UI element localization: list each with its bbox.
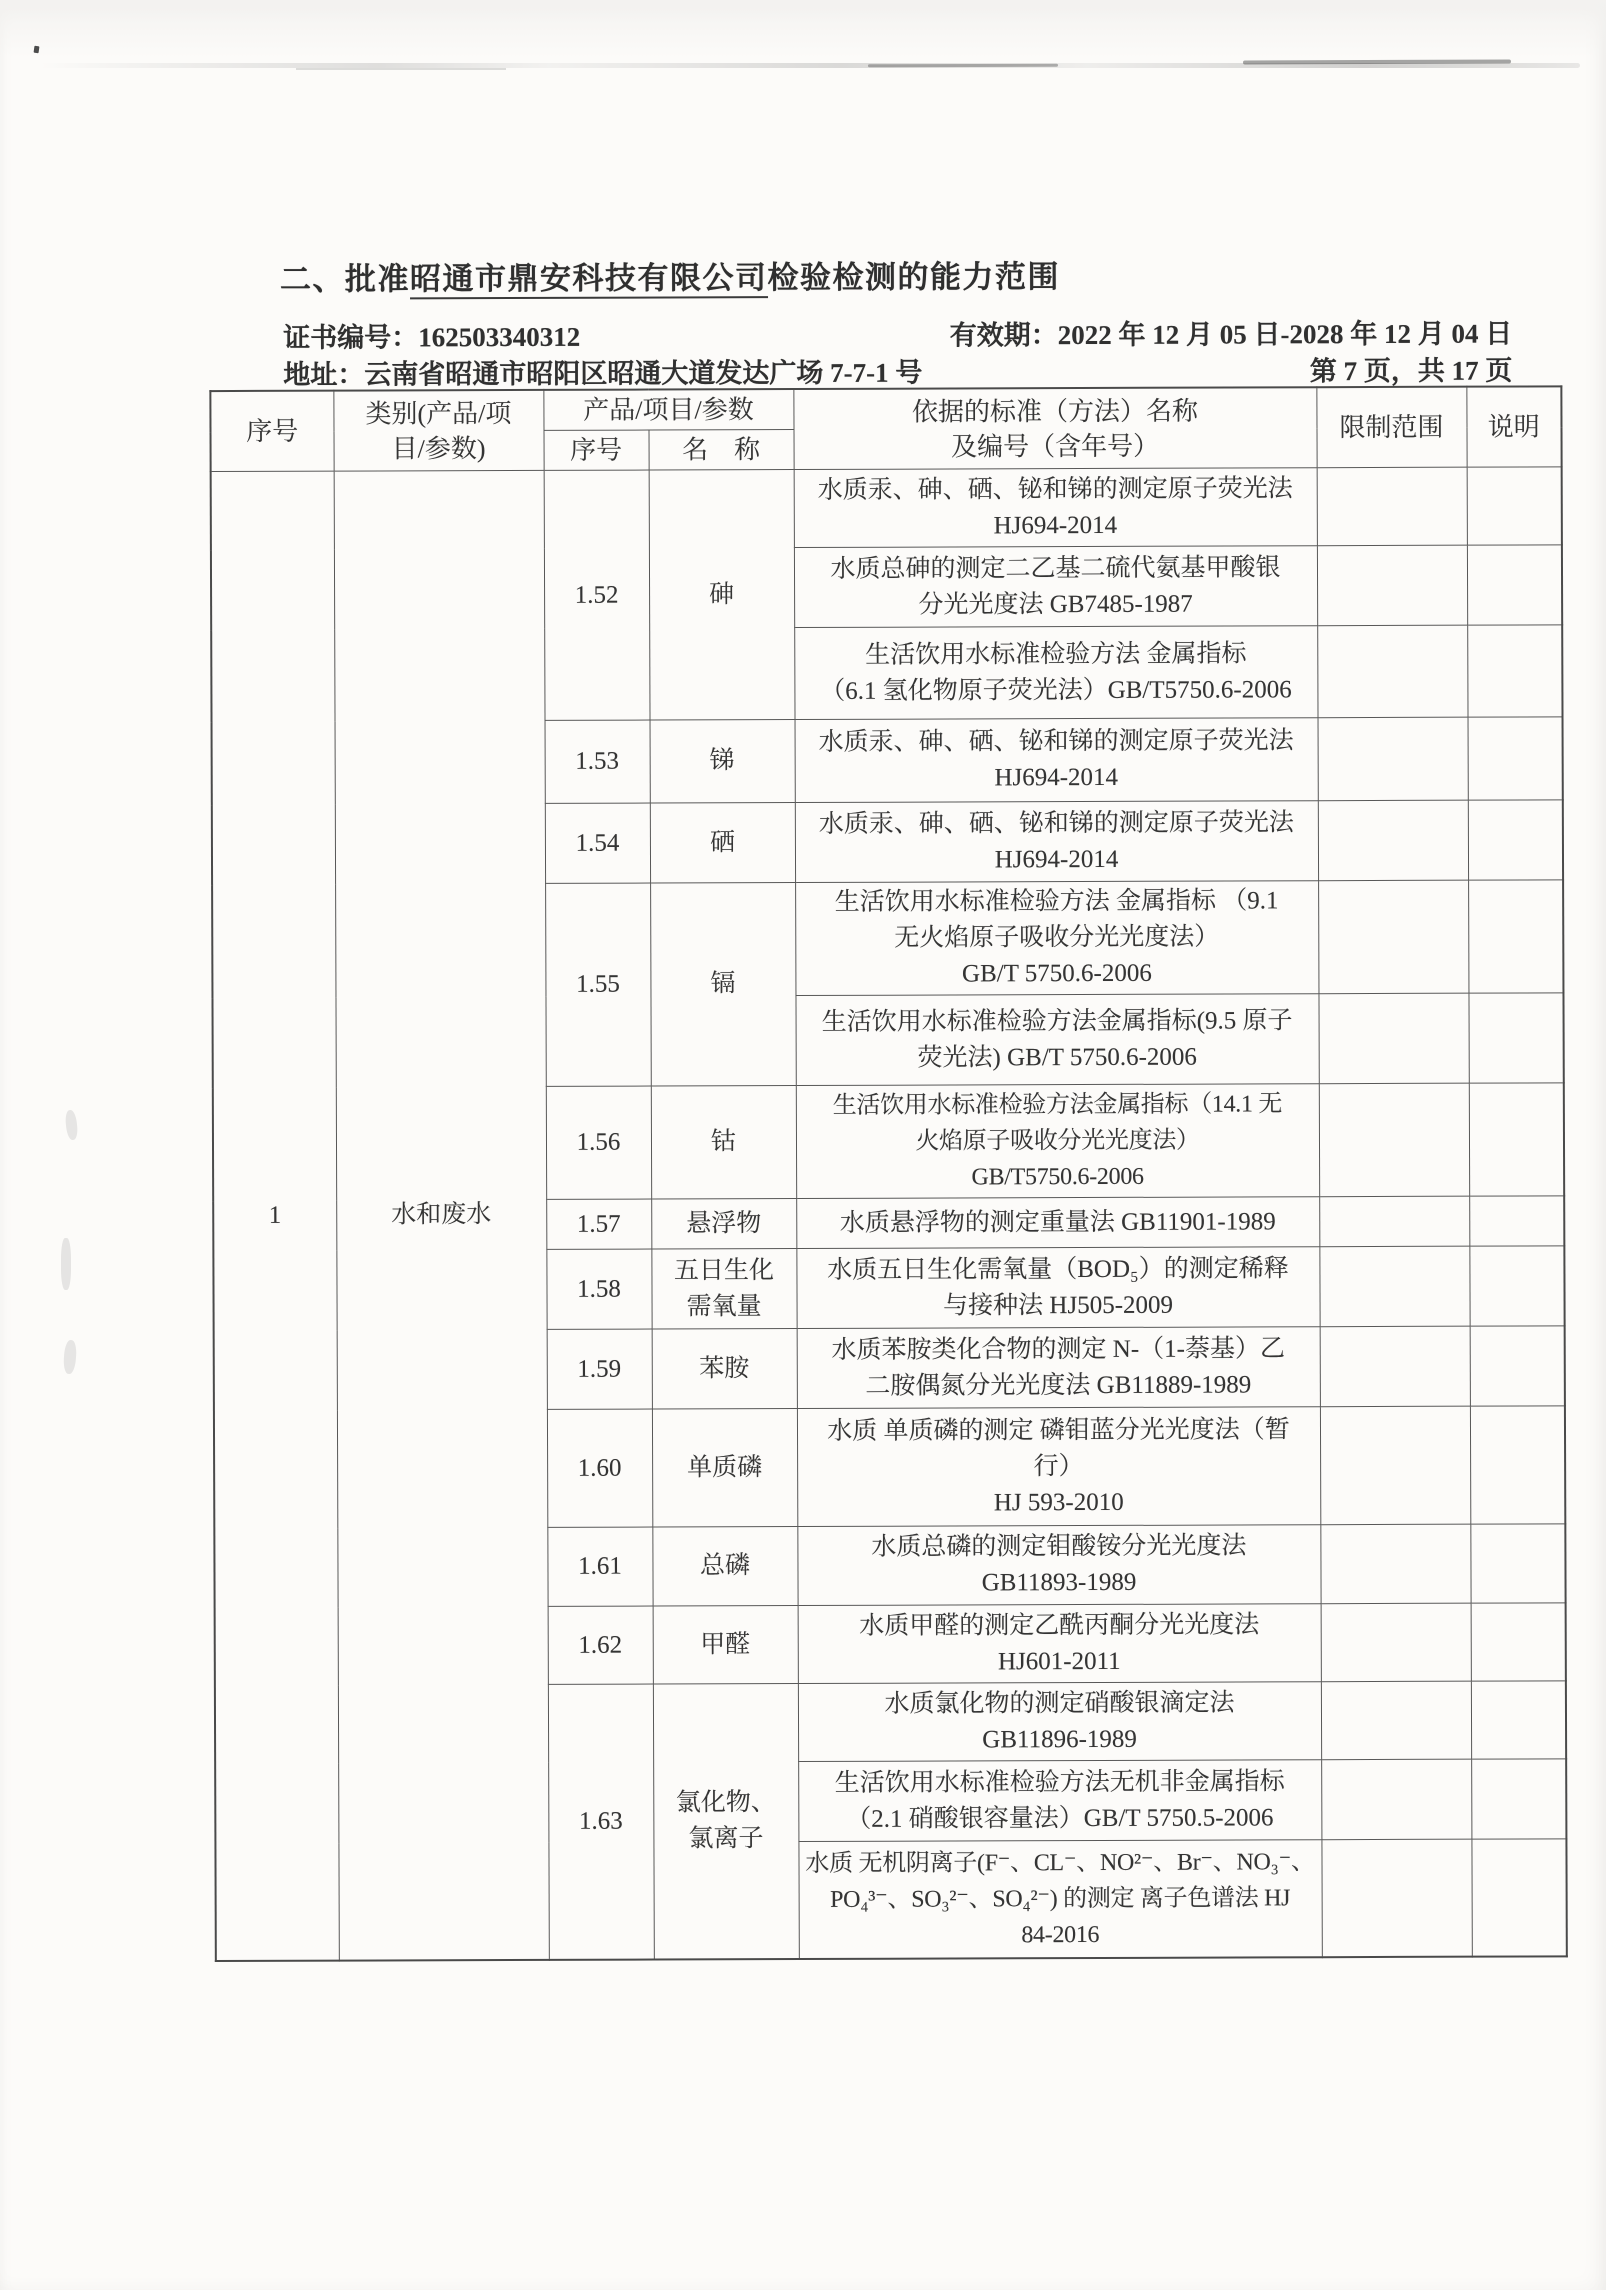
category-seq-cell: 1 [211,471,339,1960]
limit-cell [1321,1681,1471,1760]
header-product-group: 产品/项目/参数 [543,389,793,430]
limit-cell [1321,1759,1471,1840]
param-name-cell: 镉 [650,883,796,1087]
table-header-row [210,386,1561,431]
note-cell [1469,1246,1564,1326]
standard-cell: 水质 单质磷的测定 磷钼蓝分光光度法（暂 行） HJ 593-2010 [797,1407,1320,1527]
standard-cell: 水质悬浮物的测定重量法 GB11901-1989 [796,1197,1319,1249]
title-prefix: 二、批准 [279,261,411,297]
param-name-cell: 苯胺 [652,1329,797,1410]
param-no-cell: 1.62 [548,1606,653,1684]
param-no-cell: 1.63 [548,1684,654,1959]
table-header [210,386,1561,471]
header-category: 类别(产品/项 目/参数) [333,390,543,471]
note-cell [1468,717,1563,800]
standard-cell: 水质甲醛的测定乙酰丙酮分光光度法 HJ601-2011 [798,1604,1321,1684]
standard-cell: 水质 无机阴离子(F⁻、CL⁻、NO²⁻、Br⁻、NO₃⁻、 PO₄³⁻、SO₃²⁻、SO₄²⁻) 的测定 离子色谱法 HJ 84-2016 [798,1840,1321,1959]
param-no-cell: 1.58 [546,1249,651,1329]
limit-cell [1320,1524,1470,1604]
param-name-cell: 悬浮物 [651,1199,796,1250]
table-row [211,467,1562,550]
header-product-name: 名 称 [649,430,794,471]
limit-cell [1318,880,1468,994]
note-cell [1468,800,1563,880]
title-company-underlined: 昭通市鼎安科技有限公司 [410,260,768,299]
limit-cell [1318,993,1468,1084]
limit-cell [1319,1196,1469,1247]
header-limit: 限制范围 [1316,387,1466,468]
standard-cell: 生活饮用水标准检验方法 金属指标 （9.1 无火焰原子吸收分光光度法） GB/T 5750.6-2006 [795,881,1318,996]
note-cell [1471,1759,1566,1839]
note-cell [1471,1681,1566,1759]
standard-cell: 水质苯胺类化合物的测定 N-（1-萘基）乙 二胺偶氮分光光度法 GB11889-1989 [797,1327,1320,1409]
limit-cell [1317,545,1467,626]
param-no-cell: 1.52 [544,470,650,720]
limit-cell [1317,467,1467,546]
certificate-number: 证书编号：162503340312 [283,321,581,353]
note-cell [1470,1524,1565,1603]
page-title [280,251,1060,299]
address: 地址：云南省昭通市昭阳区昭通大道发达广场 7-7-1 号 [283,357,923,390]
param-name-cell: 氯化物、 氯离子 [653,1684,799,1960]
limit-cell [1321,1603,1471,1682]
note-cell [1470,1326,1565,1406]
standard-cell: 水质五日生化需氧量（BOD₅）的测定稀释 与接种法 HJ505-2009 [796,1247,1319,1329]
validity-period: 有效期：2022 年 12 月 05 日-2028 年 12 月 04 日 [949,318,1513,351]
limit-cell [1320,1326,1470,1407]
param-no-cell: 1.56 [546,1086,651,1199]
title-suffix: 检验检测的能力范围 [767,259,1061,296]
standard-cell: 生活饮用水标准检验方法无机非金属指标 （2.1 硝酸银容量法）GB/T 5750.5-2006 [798,1760,1321,1842]
standard-cell: 水质汞、砷、硒、铋和锑的测定原子荧光法 HJ694-2014 [795,718,1318,803]
param-no-cell: 1.55 [545,883,651,1086]
standard-cell: 生活饮用水标准检验方法金属指标(9.5 原子 荧光法) GB/T 5750.6-2006 [795,994,1318,1086]
note-cell [1467,467,1562,545]
table-body [211,467,1567,1961]
standard-cell: 水质总砷的测定二乙基二硫代氨基甲酸银 分光光度法 GB7485-1987 [794,546,1317,628]
capability-scope-table [209,385,1567,1961]
note-cell [1467,625,1562,717]
standard-cell: 水质汞、砷、硒、铋和锑的测定原子荧光法 HJ694-2014 [794,468,1317,548]
category-name-cell: 水和废水 [334,470,549,1960]
standard-cell: 生活饮用水标准检验方法 金属指标 （6.1 氢化物原子荧光法）GB/T5750.6-2006 [794,626,1317,720]
header-seq: 序号 [210,391,333,472]
limit-cell [1318,800,1468,881]
limit-cell [1320,1406,1470,1525]
note-cell [1471,1603,1566,1681]
limit-cell [1319,1246,1469,1327]
note-cell [1469,1083,1564,1196]
note-cell [1470,1406,1565,1524]
param-name-cell: 砷 [649,470,795,721]
page-info: 第 7 页，共 17 页 [1309,355,1513,387]
param-name-cell: 硒 [650,803,795,884]
param-name-cell: 锑 [650,720,795,804]
limit-cell [1318,717,1468,801]
param-no-cell: 1.57 [546,1199,651,1249]
standard-cell: 水质汞、砷、硒、铋和锑的测定原子荧光法 HJ694-2014 [795,801,1318,883]
note-cell [1467,545,1562,625]
note-cell [1469,1196,1564,1246]
note-cell [1471,1839,1566,1956]
param-no-cell: 1.54 [545,803,650,883]
header-note: 说明 [1466,386,1561,467]
param-name-cell: 单质磷 [652,1409,797,1528]
header-standard: 依据的标准（方法）名称 及编号（含年号） [793,387,1316,469]
standard-cell: 生活饮用水标准检验方法金属指标（14.1 无 火焰原子吸收分光光度法） GB/T5750.6-2006 [796,1084,1319,1199]
limit-cell [1321,1839,1471,1957]
param-name-cell: 甲醛 [653,1606,798,1685]
param-name-cell: 五日生化 需氧量 [651,1249,796,1330]
note-cell [1468,880,1563,993]
standard-cell: 水质总磷的测定钼酸铵分光光度法 GB11893-1989 [797,1525,1320,1606]
limit-cell [1317,625,1467,718]
param-name-cell: 总磷 [652,1527,797,1607]
header-product-seq: 序号 [544,430,649,470]
standard-cell: 水质氯化物的测定硝酸银滴定法 GB11896-1989 [798,1682,1321,1762]
param-no-cell: 1.53 [545,720,650,803]
param-no-cell: 1.59 [547,1329,652,1409]
param-no-cell: 1.61 [547,1527,652,1606]
param-no-cell: 1.60 [547,1409,652,1527]
limit-cell [1319,1083,1469,1197]
note-cell [1468,993,1563,1083]
param-name-cell: 钴 [651,1086,796,1200]
